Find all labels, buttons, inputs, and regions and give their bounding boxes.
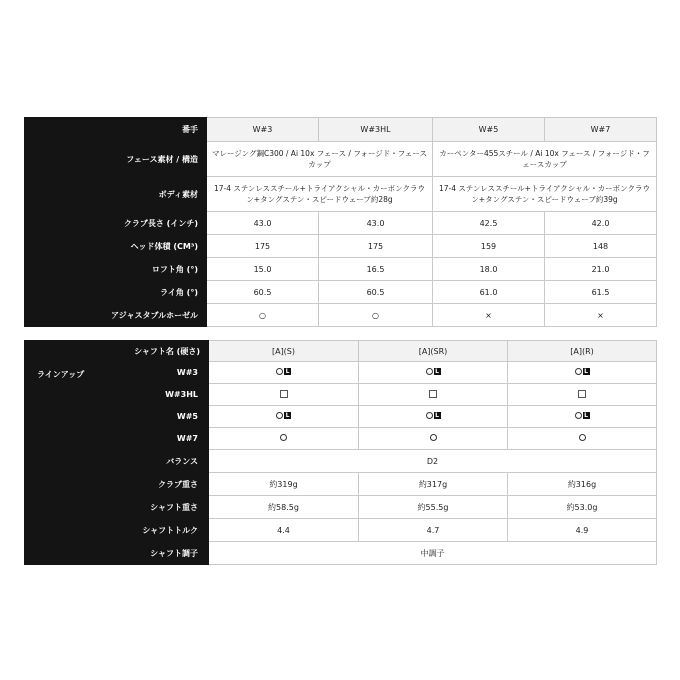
- l-icon: L: [285, 368, 290, 375]
- cell: 159: [433, 235, 545, 258]
- row-label: シャフト調子: [25, 542, 209, 565]
- col-header: W#3HL: [319, 118, 433, 142]
- cell: 21.0: [545, 258, 657, 281]
- row-label: バランス: [25, 450, 209, 473]
- col-header: [A](R): [508, 341, 657, 362]
- circle-icon: [579, 434, 586, 441]
- lineup-label: ラインアップ: [25, 362, 127, 450]
- circle-icon: [276, 368, 283, 375]
- kick-row: [25, 542, 657, 565]
- spec-row: [25, 235, 657, 258]
- body-value: 17-4 ステンレススチール+トライアクシャル・カーボンクラウン+タングステン・スピードウェーブ約39g: [433, 177, 657, 212]
- body-row: [25, 177, 657, 212]
- lineup-cell: [209, 384, 359, 406]
- cell: 18.0: [433, 258, 545, 281]
- circle-icon: [426, 368, 433, 375]
- l-icon: L: [584, 412, 588, 419]
- cell: 42.5: [433, 212, 545, 235]
- body-value: 17-4 ステンレススチール+トライアクシャル・カーボンクラウン+タングステン・スピードウェーブ約28g: [207, 177, 433, 212]
- row-label: ライ角 (°): [25, 281, 207, 304]
- lineup-cell: [508, 428, 657, 450]
- cell: 4.7: [359, 519, 508, 542]
- cell: 約317g: [359, 473, 508, 496]
- square-icon: [578, 390, 586, 398]
- cell: ○: [207, 304, 319, 327]
- kick-value: 中調子: [209, 542, 657, 565]
- lineup-cell: [209, 406, 359, 428]
- cell: 175: [319, 235, 433, 258]
- lineup-cell: [209, 362, 359, 384]
- row-label: フェース素材 / 構造: [25, 142, 207, 177]
- row-label: シャフトトルク: [25, 519, 209, 542]
- cell: 4.4: [209, 519, 359, 542]
- l-icon: L: [435, 368, 439, 375]
- col-header: [A](SR): [359, 341, 508, 362]
- col-header: W#3: [207, 118, 319, 142]
- spec-header-row: [25, 118, 657, 142]
- shaft-weight-row: [25, 496, 657, 519]
- lineup-cell: [359, 362, 508, 384]
- cell: 15.0: [207, 258, 319, 281]
- shaft-header-row: [25, 341, 657, 362]
- square-icon: [429, 390, 437, 398]
- cell: 約316g: [508, 473, 657, 496]
- spec-row: [25, 212, 657, 235]
- cell: 61.0: [433, 281, 545, 304]
- cell: 42.0: [545, 212, 657, 235]
- row-label: シャフト重さ: [25, 496, 209, 519]
- col-header: W#5: [433, 118, 545, 142]
- lineup-cell: [508, 384, 657, 406]
- cell: 16.5: [319, 258, 433, 281]
- circle-icon: [575, 412, 582, 419]
- club-weight-row: [25, 473, 657, 496]
- lineup-cell: [359, 428, 508, 450]
- cell: 148: [545, 235, 657, 258]
- balance-row: [25, 450, 657, 473]
- cell: 60.5: [207, 281, 319, 304]
- circle-icon: [276, 412, 283, 419]
- cell: 約53.0g: [508, 496, 657, 519]
- col-header: W#7: [545, 118, 657, 142]
- lineup-cell: [359, 384, 508, 406]
- cell: 約58.5g: [209, 496, 359, 519]
- circle-icon: [575, 368, 582, 375]
- cell: ×: [545, 304, 657, 327]
- lineup-cell: [359, 406, 508, 428]
- cell: 4.9: [508, 519, 657, 542]
- row-label: クラブ重さ: [25, 473, 209, 496]
- number-header: 番手: [25, 118, 207, 142]
- l-icon: L: [435, 412, 439, 419]
- lineup-cell: [209, 428, 359, 450]
- cell: 60.5: [319, 281, 433, 304]
- shaft-table: [24, 340, 657, 565]
- balance-value: D2: [209, 450, 657, 473]
- spec-row: [25, 281, 657, 304]
- lineup-item-label: W#3HL: [127, 384, 209, 406]
- lineup-row: [25, 362, 657, 384]
- face-value: マレージング鋼C300 / Ai 10x フェース / フォージド・フェースカップ: [207, 142, 433, 177]
- square-icon: [280, 390, 288, 398]
- cell: 約319g: [209, 473, 359, 496]
- spec-row: [25, 258, 657, 281]
- lineup-cell: [508, 362, 657, 384]
- cell: 43.0: [319, 212, 433, 235]
- l-icon: L: [285, 412, 290, 419]
- circle-icon: [280, 434, 287, 441]
- circle-icon: [430, 434, 437, 441]
- cell: ○: [319, 304, 433, 327]
- lineup-item-label: W#3: [127, 362, 209, 384]
- torque-row: [25, 519, 657, 542]
- lineup-item-label: W#5: [127, 406, 209, 428]
- cell: 61.5: [545, 281, 657, 304]
- col-header: [A](S): [209, 341, 359, 362]
- shaft-name-header: シャフト名 (硬さ): [25, 341, 209, 362]
- lineup-item-label: W#7: [127, 428, 209, 450]
- row-label: ロフト角 (°): [25, 258, 207, 281]
- cell: 43.0: [207, 212, 319, 235]
- spec-table: [24, 117, 657, 327]
- lineup-cell: [508, 406, 657, 428]
- row-label: クラブ長さ (インチ): [25, 212, 207, 235]
- row-label: ヘッド体積 (CM³): [25, 235, 207, 258]
- face-row: [25, 142, 657, 177]
- spec-row: [25, 304, 657, 327]
- l-icon: L: [584, 368, 588, 375]
- circle-icon: [426, 412, 433, 419]
- row-label: アジャスタブルホーゼル: [25, 304, 207, 327]
- face-value: カーペンター455スチール / Ai 10x フェース / フォージド・フェースカップ: [433, 142, 657, 177]
- cell: ×: [433, 304, 545, 327]
- cell: 175: [207, 235, 319, 258]
- cell: 約55.5g: [359, 496, 508, 519]
- row-label: ボディ素材: [25, 177, 207, 212]
